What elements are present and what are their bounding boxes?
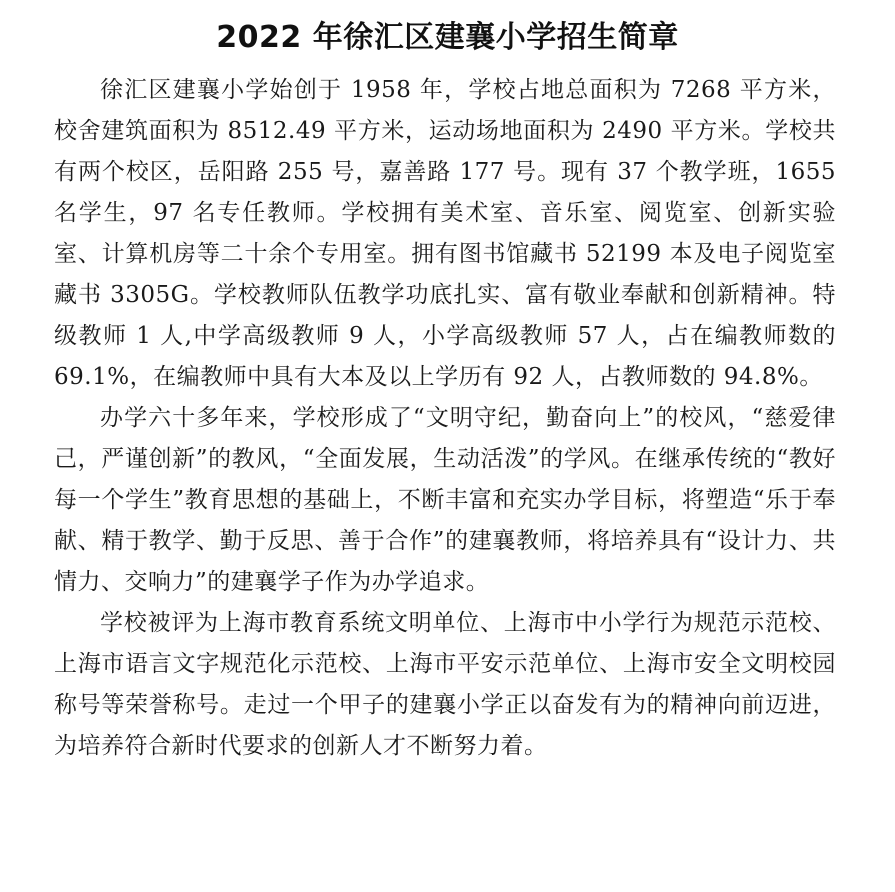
paragraph-school-honors: 学校被评为上海市教育系统文明单位、上海市中小学行为规范示范校、上海市语言文字规范化示范校、上海市平安示范单位、上海市安全文明校园称号等荣誉称号。走过一个甲子的建襄小学正以奋发有为的精神向前迈进，为培养符合新时代要求的创新人才不断努力着。 [54,610,836,759]
paragraph-school-ethos: 办学六十多年来，学校形成了“文明守纪，勤奋向上”的校风，“慈爱律己，严谨创新”的教风，“全面发展，生动活泼”的学风。在继承传统的“教好每一个学生”教育思想的基础上，不断丰富和充实办学目标，将塑造“乐于奉献、精于教学、勤于反思、善于合作”的建襄教师，将培养具有“设计力、共情力、交响力”的建襄学子作为办学追求。 [54,405,836,595]
paragraph-school-overview: 徐汇区建襄小学始创于 1958 年，学校占地总面积为 7268 平方米，校舍建筑面积为 8512.49 平方米，运动场地面积为 2490 平方米。学校共有两个校区，岳阳路 255 号，嘉善路 177 号。现有 37 个教学班，1655 名学生，97 名专任教师。学校拥有美术室、音乐室、阅览室、创新实验室、计算机房等二十余个专用室。拥有图书馆藏书 52199 本及电子阅览室藏书 3305G。学校教师队伍教学功底扎实、富有敬业奉献和创新精神。特级教师 1 人,中学高级教师 9 人，小学高级教师 57 人，占在编教师数的 69.1%，在编教师中具有大本及以上学历有 92 人，占教师数的 94.8%。 [54,77,836,390]
document-body [54,70,836,767]
document-title: 2022 年徐汇区建襄小学招生简章 [216,20,679,55]
